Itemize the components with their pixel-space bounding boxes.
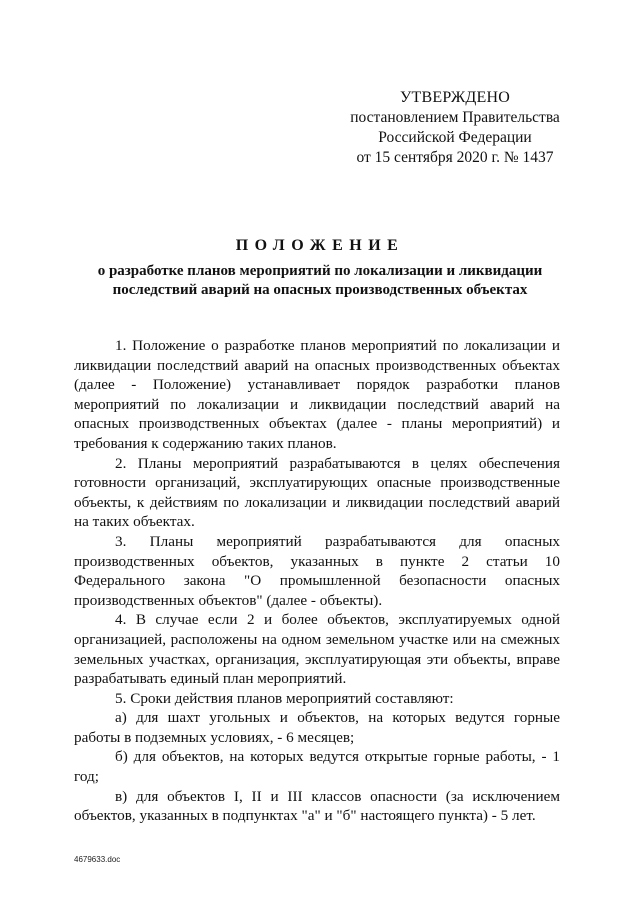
subparagraph-c: в) для объектов I, II и III классов опасности (за исключением объектов, указанных в подпунктах "а" и "б" настоящего пункта) - 5 лет.	[74, 787, 560, 825]
paragraph-4: 4. В случае если 2 и более объектов, эксплуатируемых одной организацией, расположены на одном земельном участке или на смежных земельных участках, организация, эксплуатирующая эти объекты, вправе разрабатывать единый план мероприятий.	[74, 611, 560, 688]
paragraph-3: 3. Планы мероприятий разрабатываются для опасных производственных объектов, указанных в пункте 2 статьи 10 Федерального закона "О промышленной безопасности опасных производственных объектов" (далее - объекты).	[74, 532, 560, 609]
document-title: ПОЛОЖЕНИЕ	[235, 237, 405, 254]
paragraph-2: 2. Планы мероприятий разрабатываются в целях обеспечения готовности организаций, эксплуатирующих опасные производственные объекты, к действиям по локализации и ликвидации последствий аварий на таких объектах.	[74, 454, 560, 531]
approval-heading: УТВЕРЖДЕНО	[399, 89, 510, 106]
approval-block	[340, 88, 570, 168]
paragraph-5: 5. Сроки действия планов мероприятий составляют:	[115, 689, 454, 707]
document-body	[74, 336, 560, 826]
subparagraph-a: а) для шахт угольных и объектов, на которых ведутся горные работы в подземных условиях, - 6 месяцев;	[74, 709, 560, 746]
approval-line: от 15 сентября 2020 г. № 1437	[356, 149, 554, 166]
file-name-footer: 4679633.doc	[74, 855, 121, 864]
subtitle-line: о разработке планов мероприятий по локализации и ликвидации	[97, 263, 543, 279]
approval-line: Российской Федерации	[378, 129, 532, 146]
subparagraph-b: б) для объектов, на которых ведутся открытые горные работы, - 1 год;	[74, 748, 560, 786]
paragraph-1: 1. Положение о разработке планов мероприятий по локализации и ликвидации последствий аварий на опасных производственных объектах (далее - Положение) устанавливает порядок разработки планов мероприятий по локализации и ликвидации последствий аварий на опасных производственных объектах (далее - планы мероприятий) и требования к содержанию таких планов.	[74, 337, 560, 452]
approval-line: постановлением Правительства	[350, 109, 560, 126]
document-subtitle	[70, 262, 570, 300]
subtitle-line: последствий аварий на опасных производственных объектах	[112, 282, 528, 298]
